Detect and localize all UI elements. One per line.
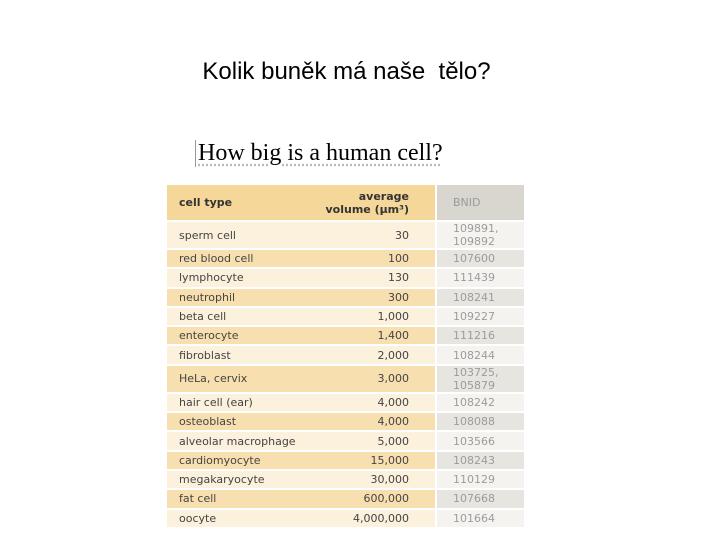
bnid-value: 109891, 109892 <box>435 220 524 248</box>
cell-type-value: sperm cell <box>167 220 314 248</box>
bnid-value: 109227 <box>435 306 524 325</box>
table-header-row <box>167 185 524 220</box>
bnid-value: 111216 <box>435 325 524 344</box>
bnid-value: 110129 <box>435 469 524 488</box>
header-volume-line2: volume (μm³) <box>325 202 409 216</box>
volume-value: 1,000 <box>314 306 435 325</box>
cell-type-value: oocyte <box>167 508 314 527</box>
volume-value: 130 <box>314 267 435 286</box>
volume-value: 100 <box>314 248 435 267</box>
bnid-value: 108242 <box>435 392 524 411</box>
table-title: How big is a human cell? <box>195 140 443 167</box>
table-row <box>167 364 524 392</box>
volume-value: 600,000 <box>314 488 435 507</box>
table-row <box>167 411 524 430</box>
bnid-value: 103725, 105879 <box>435 364 524 392</box>
header-volume-line1: average <box>358 189 409 203</box>
volume-value: 4,000 <box>314 411 435 430</box>
cell-type-value: osteoblast <box>167 411 314 430</box>
table-row <box>167 287 524 306</box>
cell-type-value: beta cell <box>167 306 314 325</box>
bnid-value: 108241 <box>435 287 524 306</box>
table-row <box>167 430 524 449</box>
bnid-value: 107668 <box>435 488 524 507</box>
header-bnid: BNID <box>435 185 524 220</box>
volume-value: 30,000 <box>314 469 435 488</box>
cell-type-value: cardiomyocyte <box>167 450 314 469</box>
volume-value: 15,000 <box>314 450 435 469</box>
slide-title: Kolik buněk má naše tělo? <box>202 58 491 85</box>
volume-value: 2,000 <box>314 344 435 363</box>
table-row <box>167 220 524 248</box>
cell-type-value: fat cell <box>167 488 314 507</box>
bnid-value: 108244 <box>435 344 524 363</box>
bnid-value: 108243 <box>435 450 524 469</box>
volume-value: 3,000 <box>314 364 435 392</box>
volume-value: 4,000 <box>314 392 435 411</box>
bnid-value: 108088 <box>435 411 524 430</box>
header-cell-type: cell type <box>167 185 314 220</box>
cell-type-value: HeLa, cervix <box>167 364 314 392</box>
table-row <box>167 450 524 469</box>
table-body <box>167 220 524 527</box>
volume-value: 4,000,000 <box>314 508 435 527</box>
cell-type-value: fibroblast <box>167 344 314 363</box>
header-average-volume <box>314 185 435 220</box>
cell-type-value: red blood cell <box>167 248 314 267</box>
volume-value: 30 <box>314 220 435 248</box>
cell-type-value: alveolar macrophage <box>167 430 314 449</box>
bnid-value: 107600 <box>435 248 524 267</box>
table-row <box>167 344 524 363</box>
cell-type-value: hair cell (ear) <box>167 392 314 411</box>
cell-type-value: neutrophil <box>167 287 314 306</box>
table-row <box>167 306 524 325</box>
bnid-value: 103566 <box>435 430 524 449</box>
table-row <box>167 248 524 267</box>
table-row <box>167 325 524 344</box>
cell-volume-table <box>167 185 524 527</box>
table-row <box>167 392 524 411</box>
table-row <box>167 267 524 286</box>
cell-type-value: megakaryocyte <box>167 469 314 488</box>
volume-value: 1,400 <box>314 325 435 344</box>
volume-value: 300 <box>314 287 435 306</box>
table-row <box>167 508 524 527</box>
cell-type-value: lymphocyte <box>167 267 314 286</box>
table-row <box>167 488 524 507</box>
bnid-value: 101664 <box>435 508 524 527</box>
bnid-value: 111439 <box>435 267 524 286</box>
table-row <box>167 469 524 488</box>
cell-type-value: enterocyte <box>167 325 314 344</box>
volume-value: 5,000 <box>314 430 435 449</box>
